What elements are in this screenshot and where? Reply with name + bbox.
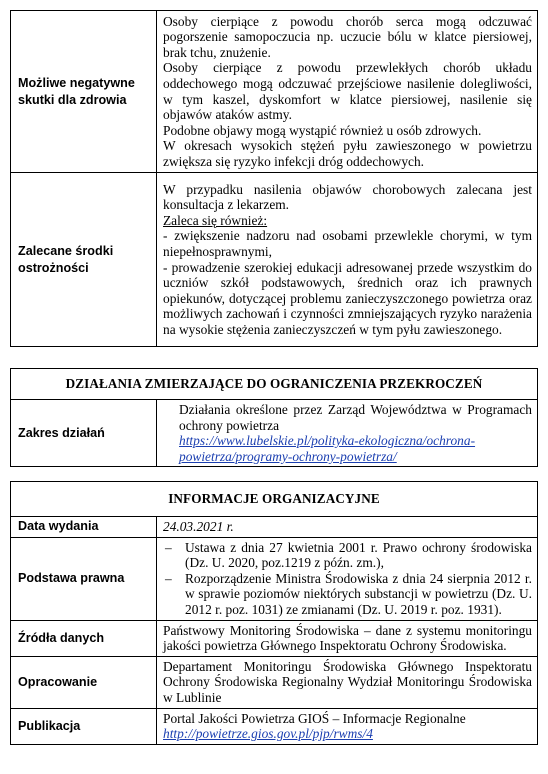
legal-row — [11, 537, 538, 620]
legal-item-marker: – — [165, 539, 172, 555]
publication-value — [157, 708, 538, 744]
publication-label: Publikacja — [11, 708, 157, 744]
scope-link[interactable]: https://www.lubelskie.pl/polityka-ekologiczna/ochrona-powietrza/programy-ochrony-powietrza/ — [179, 433, 476, 464]
health-table — [10, 10, 538, 347]
scope-text: Działania określone przez Zarząd Województwa w Programach ochrony powietrza — [179, 402, 532, 433]
info-header-row — [11, 482, 538, 517]
legal-item-text: Ustawa z dnia 27 kwietnia 2001 r. Prawo ochrony środowiska (Dz. U. 2020, poz.1219 z późn. zm.), — [185, 539, 532, 571]
info-table — [10, 481, 538, 745]
precautions-also: Zaleca się również: — [163, 212, 268, 228]
effects-label: Możliwe negatywne skutki dla zdrowia — [11, 11, 157, 173]
effects-paragraph: Podobne objawy mogą wystąpić również u osób zdrowych. — [163, 122, 482, 138]
actions-header: DZIAŁANIA ZMIERZAJĄCE DO OGRANICZENIA PRZEKROCZEŃ — [11, 369, 538, 400]
legal-item — [163, 540, 532, 571]
publication-link[interactable]: http://powietrze.gios.gov.pl/pjp/rwms/4 — [163, 726, 373, 742]
publication-text: Portal Jakości Powietrza GIOŚ – Informacje Regionalne — [163, 710, 466, 726]
effects-value — [157, 11, 538, 173]
effects-paragraph: Osoby cierpiące z powodu przewlekłych chorób układu oddechowego mogą odczuwać przejściowe nasilenie dolegliwości, w tym kaszel, dyskomfort w klatce piersiowej, nasilenie się objawów ataków astmy. — [163, 60, 532, 123]
precautions-value — [157, 173, 538, 347]
legal-label: Podstawa prawna — [11, 537, 157, 620]
legal-item — [163, 571, 532, 618]
effects-paragraph: W okresach wysokich stężeń pyłu zawieszonego w powietrzu zwiększa się ryzyko infekcji dróg oddechowych. — [163, 138, 532, 169]
precautions-intro: W przypadku nasilenia objawów chorobowych zalecana jest konsultacja z lekarzem. — [163, 181, 532, 213]
precautions-item — [163, 228, 532, 259]
publication-row — [11, 708, 538, 744]
prepared-value: Departament Monitoringu Środowiska Głównego Inspektoratu Ochrony Środowiska Regionalny Wydział Monitoringu Środowiska w Lublinie — [157, 656, 538, 708]
effects-row — [11, 11, 538, 173]
precautions-item-text: - prowadzenie szerokiej edukacji adresowanej przede wszystkim do uczniów szkół podstawowych, średnich oraz ich prawnych opiekunów, dotyczącej problemu zanieczyszczonego powietrza oraz możliwych zachowań i czynności zmniejszających ryzyko narażenia na wysokie stężenia zanieczyszczeń w tym pyłu zawieszonego. — [163, 259, 532, 337]
precautions-label: Zalecane środki ostrożności — [11, 173, 157, 347]
scope-label: Zakres działań — [11, 400, 157, 467]
legal-item-marker: – — [165, 570, 172, 586]
precautions-item-text: - zwiększenie nadzoru nad osobami przewlekle chorymi, w tym niepełnosprawnymi, — [163, 228, 532, 259]
legal-value — [157, 537, 538, 620]
precautions-row — [11, 173, 538, 347]
precautions-item — [163, 260, 532, 338]
actions-header-row — [11, 369, 538, 400]
date-row — [11, 517, 538, 538]
scope-value — [157, 400, 538, 467]
date-label: Data wydania — [11, 517, 157, 538]
sources-row — [11, 620, 538, 656]
actions-table — [10, 368, 538, 467]
scope-row — [11, 400, 538, 467]
info-header: INFORMACJE ORGANIZACYJNE — [11, 482, 538, 517]
date-value: 24.03.2021 r. — [157, 517, 538, 538]
effects-paragraph: Osoby cierpiące z powodu chorób serca mogą odczuwać pogorszenie samopoczucia np. uczucie bólu w klatce piersiowej, brak tchu, znużenie. — [163, 13, 532, 60]
sources-value: Państwowy Monitoring Środowiska – dane z systemu monitoringu jakości powietrza Głównego Inspektoratu Ochrony Środowiska. — [157, 620, 538, 656]
prepared-row — [11, 656, 538, 708]
prepared-label: Opracowanie — [11, 656, 157, 708]
sources-label: Źródła danych — [11, 620, 157, 656]
legal-item-text: Rozporządzenie Ministra Środowiska z dnia 24 sierpnia 2012 r. w sprawie poziomów niektórych substancji w powietrzu (Dz. U. 2012 r. poz. 1031) ze zmianami (Dz. U. 2019 r. poz. 1931). — [185, 570, 532, 617]
